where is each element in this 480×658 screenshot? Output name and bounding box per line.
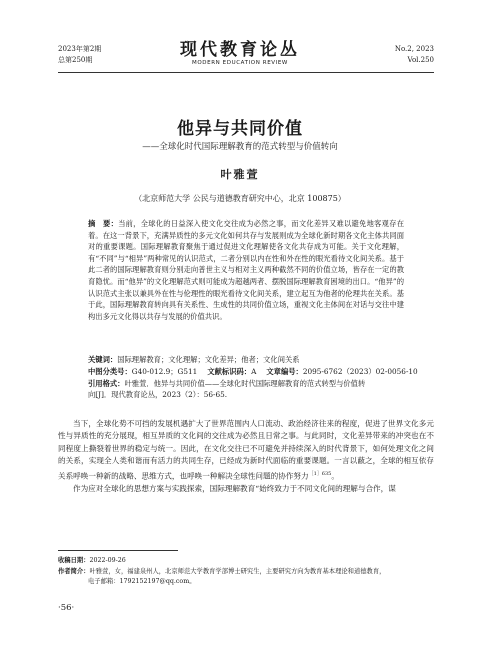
clc-code: G40-012.9；G511 <box>131 366 198 376</box>
keywords-label: 关键词： <box>88 355 118 364</box>
keywords-row <box>88 354 404 366</box>
clc-label: 中图分类号： <box>88 366 132 376</box>
email-prefix: 电子邮箱： <box>88 578 120 585</box>
volume-info <box>395 44 434 66</box>
abstract-text: 当前，全球化的日益深入使文化交往成为必然之事，而文化差异又难以避免地客观存在着。在这一背景下，充满异质性的多元文化如何共存与发展则成为全球化新时期各文化主体共同面对的重要课题。国际理解教育聚焦于通过促进文化理解使各文化共存成为可能。关于文化理解，有“不同”与“相异”两种常见的认识范式，二者分别以内在性和外在性的眼光看待文化间关系。基于此二者的国际理解教育则分别走向普世主义与相对主义两种截然不同的价值立场，皆存在一定的教育隐忧。而“他异”的文化理解范式则可能成为超越两者、摆脱国际理解教育困境的出口。“他异”的认识范式主张以兼具外在性与伦理性的眼光看待文化间关系，建立起互为他者的伦理共在关系。基于此，国际理解教育转向具有关系性、生成性的共同价值立场，重视文化主体间在对话与交往中建构出多元文化得以共存与发展的价值共识。 <box>88 219 405 321</box>
citation-label: 引用格式： <box>88 378 125 388</box>
doc-code: A <box>251 366 257 376</box>
author-name: 叶雅萱 <box>220 168 260 181</box>
email-line <box>58 577 434 588</box>
article-subtitle: ——全球化时代国际理解教育的范式转型与价值转向 <box>142 142 338 152</box>
citation-line-1: 叶雅萱．他异与共同价值——全球化时代国际理解教育的范式转型与价值转 <box>124 378 366 388</box>
issue-number: 2023年第2期 <box>58 45 102 53</box>
received-date-row <box>58 556 434 567</box>
abstract-label: 摘 要： <box>88 219 119 228</box>
footnote-rule <box>58 550 178 551</box>
volume-no: Vol.250 <box>407 56 434 64</box>
issue-no: No.2, 2023 <box>394 45 434 53</box>
article-title: 他异与共同价值 <box>177 119 303 139</box>
body-paragraph <box>58 418 434 483</box>
author-affiliation: （北京师范大学 公民与道德教育研究中心，北京 100875） <box>134 194 346 203</box>
received-date: 2022-09-26 <box>89 557 126 564</box>
abstract <box>88 218 404 322</box>
body-text <box>58 418 434 495</box>
citation-reference[interactable]: ［1］635 <box>308 470 332 477</box>
article-id-label: 文章编号： <box>266 366 303 376</box>
citation-row <box>88 378 404 402</box>
body-paragraph: 作为应对全球化的思想方案与实践探索，国际理解教育“始终致力于不同文化间的理解与合作，谋 <box>73 483 396 493</box>
author-email[interactable]: 1792152197@qq.com。 <box>119 578 196 585</box>
header-rule <box>58 72 434 73</box>
keywords: 国际理解教育；文化理解；文化差异；他者；文化间关系 <box>117 355 300 364</box>
total-issue: 总第250期 <box>58 56 93 64</box>
classification-row <box>88 366 418 378</box>
footnote <box>58 556 434 588</box>
page-number: ·56· <box>58 603 75 613</box>
article-id: 2095-6762（2023）02-0056-10 <box>302 366 418 376</box>
article-metadata <box>88 354 418 401</box>
doc-code-label: 文献标识码： <box>207 366 252 376</box>
author-bio: 叶雅萱，女，福建泉州人，北京师范大学教育学部博士研究生，主要研究方向为教育基本理论和道德教育， <box>89 567 386 575</box>
citation-line-2: 向[J]．现代教育论丛，2023（2）：56-65. <box>88 390 228 400</box>
paragraph-1-text: 当下，全球化势不可挡的发展机遇扩大了世界范围内人口流动、政治经济往来的程度，促进了世界文化多元性与异质性的充分展现，相互异质的文化间的交往成为必然且日常之事。与此同时，文化差异带来的冲突也在不同程度上撕裂着世界的稳定与统一。因此，在文化交往已不可避免并持续深入的时代背景下，如何处理文化之间的关系，实现全人类和谐而有活力的共同生存，已经成为新时代面临的重要课题。一言以蔽之，全球的相互依存关系呼唤一种新的战略、思维方式，也呼唤一种解决全球性问题的协作努力 <box>58 419 434 481</box>
journal-title-cn: 现代教育论丛 <box>180 40 300 60</box>
journal-title-en: MODERN EDUCATION REVIEW <box>192 60 288 66</box>
received-label: 收稿日期： <box>58 557 90 564</box>
author-bio-label: 作者简介： <box>58 567 90 575</box>
author-bio-row <box>58 567 434 588</box>
paragraph-1-end: 。 <box>331 471 339 481</box>
